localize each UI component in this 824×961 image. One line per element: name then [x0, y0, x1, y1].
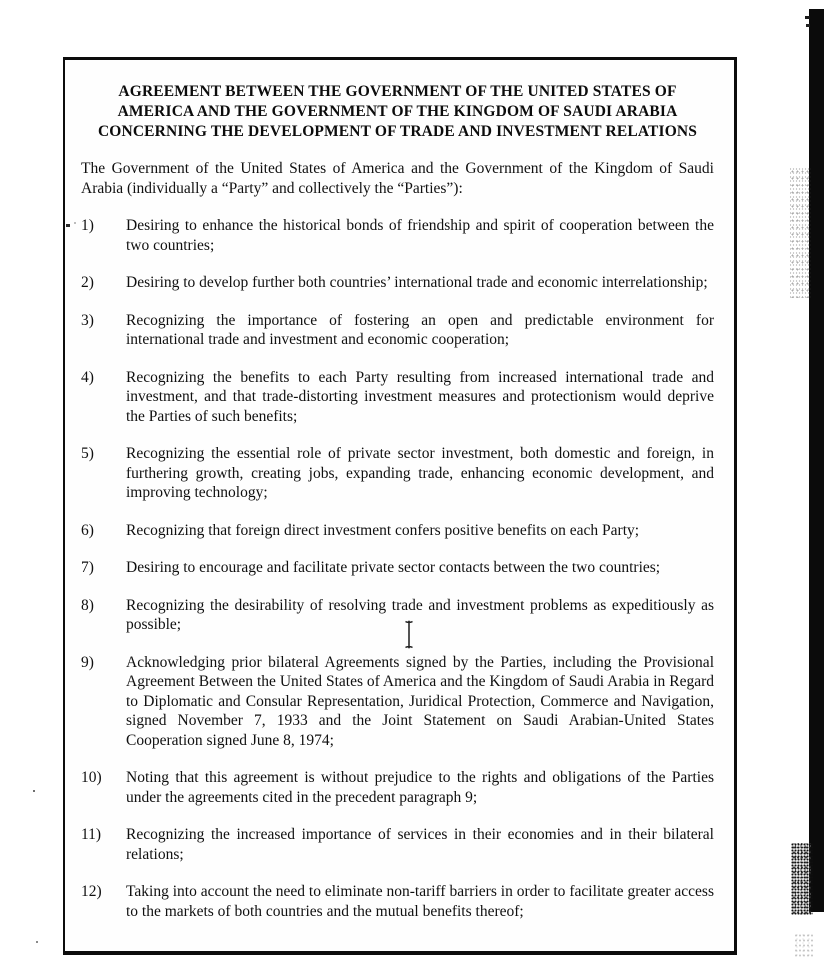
title-line: AGREEMENT BETWEEN THE GOVERNMENT OF THE UNITED STATES OF: [118, 83, 677, 100]
preamble-paragraph: [81, 273, 714, 293]
paragraph-text: Taking into account the need to eliminate non-tariff barriers in order to facilitate greater access to the markets of both countries and the mutual benefits thereof;: [126, 883, 714, 920]
paragraph-number: 10): [81, 769, 102, 786]
title-line: CONCERNING THE DEVELOPMENT OF TRADE AND INVESTMENT RELATIONS: [97, 123, 698, 140]
scan-speck: [33, 790, 35, 792]
paragraph-text: Recognizing the importance of fostering an open and predictable environment for international trade and investment and economic cooperation;: [126, 311, 714, 348]
paragraph-text: Desiring to encourage and facilitate private sector contacts between the two countries;: [126, 559, 661, 576]
paragraph-number: 1): [81, 217, 94, 234]
preamble-paragraph: [81, 311, 714, 350]
preamble-paragraph: [81, 768, 714, 807]
paragraph-text: Recognizing the benefits to each Party resulting from increased international trade and investment, and that trade-distorting investment measures and protectionism would deprive the Parties of such benefits;: [126, 368, 714, 425]
scan-edge-bar: [809, 9, 824, 912]
intro-paragraph: The Government of the United States of America and the Government of the Kingdom of Saudi Arabia (individually a “Party” and collectively the “Parties”):: [81, 160, 714, 197]
paragraph-text: Desiring to enhance the historical bonds of friendship and spirit of cooperation between the two countries;: [126, 217, 714, 254]
paragraph-number: 4): [81, 368, 94, 386]
preamble-paragraph: [81, 825, 714, 864]
preamble-list: [81, 216, 714, 921]
text-cursor-icon: [403, 620, 415, 649]
paragraph-number: 11): [81, 826, 102, 843]
scan-noise-patch: [794, 933, 813, 957]
paragraph-number: 3): [81, 311, 94, 329]
paragraph-number: 12): [81, 883, 102, 900]
preamble-paragraph: [81, 444, 714, 503]
scan-noise-patch: [790, 168, 811, 298]
paragraph-number: 8): [81, 596, 94, 614]
document-page: [63, 57, 737, 955]
paragraph-text: Acknowledging prior bilateral Agreements signed by the Parties, including the Provisional Agreement Between the United States of America and the Kingdom of Saudi Arabia in Regard to Diplomatic and Consular Representation, Juridical Protection, Commerce and Navigation, signed November 7, 1933 and the Joint Statement on Saudi Arabian-United States Cooperation signed June 8, 1974;: [126, 653, 714, 749]
paragraph-text: Recognizing the essential role of private sector investment, both domestic and foreign, in furthering growth, creating jobs, expanding trade, enhancing economic development, and improving technology;: [126, 445, 714, 501]
scan-speck: [74, 222, 76, 224]
preamble-paragraph: [81, 653, 714, 751]
preamble-paragraph: [81, 596, 714, 635]
preamble-paragraph: [81, 521, 714, 541]
paragraph-number: 7): [81, 559, 94, 576]
paragraph-number: 9): [81, 653, 94, 671]
preamble-paragraph: [81, 216, 714, 255]
paragraph-text: Noting that this agreement is without prejudice to the rights and obligations of the Parties under the agreements cited in the precedent paragraph 9;: [126, 769, 714, 806]
document-content: [65, 60, 734, 921]
scan-edge-nick: [806, 24, 810, 27]
paragraph-number: 6): [81, 521, 94, 539]
preamble-paragraph: [81, 882, 714, 921]
preamble-paragraph: [81, 558, 714, 578]
document-title: [71, 82, 724, 142]
paragraph-text: Desiring to develop further both countries’ international trade and economic interrelationship;: [126, 274, 708, 291]
paragraph-text: Recognizing the increased importance of services in their economies and in their bilateral relations;: [126, 826, 714, 863]
paragraph-text: Recognizing the desirability of resolving trade and investment problems as expeditiously as possible;: [126, 596, 714, 633]
title-line: AMERICA AND THE GOVERNMENT OF THE KINGDOM OF SAUDI ARABIA: [117, 103, 678, 120]
paragraph-number: 5): [81, 445, 94, 462]
scan-edge-nick: [805, 16, 810, 19]
paragraph-text: Recognizing that foreign direct investment confers positive benefits on each Party;: [126, 521, 640, 539]
scan-noise-patch: [791, 843, 813, 915]
preamble-paragraph: [81, 368, 714, 427]
scan-speck: [36, 941, 38, 943]
paragraph-number: 2): [81, 274, 94, 291]
scan-speck: [66, 224, 70, 227]
